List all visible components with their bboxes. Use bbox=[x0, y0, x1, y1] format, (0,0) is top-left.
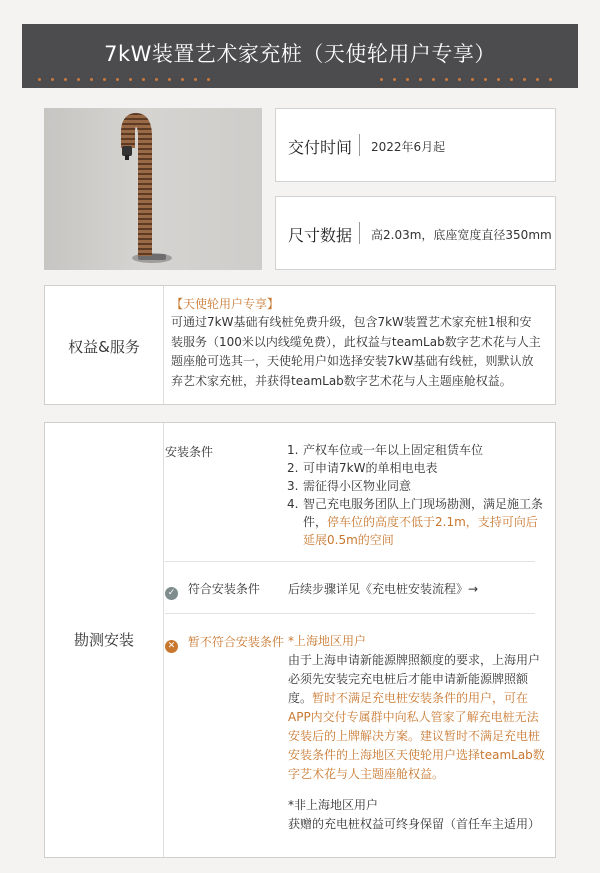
survey-install-label: 勘测安装 bbox=[73, 631, 134, 649]
divider bbox=[163, 423, 164, 857]
other-users-block bbox=[288, 796, 550, 834]
size-data-value: 高2.03m，底座宽度直径350mm bbox=[371, 228, 552, 242]
shanghai-users-text: 由于上海申请新能源牌照额度的要求，上海用户必须先安装完充电桩后才能申请新能源牌照额度。暂时不满足充电桩安装条件的用户，可在APP内交付专属群中向私人管家了解充电桩无法安装后的上牌解决方案。建议暂时不满足充电桩安装条件的上海地区天使轮用户选择teamLab数字艺术花与人主题座舱权益。 bbox=[288, 653, 545, 781]
divider-line bbox=[165, 613, 535, 614]
separator bbox=[359, 222, 360, 244]
delivery-time-card bbox=[275, 108, 556, 182]
condition-item: 4. 智己充电服务团队上门现场勘测，满足施工条件，停车位的高度不低于2.1m，支持可向后延展0.5m的空间 bbox=[287, 497, 544, 547]
shanghai-users-title: *上海地区用户 bbox=[288, 634, 367, 648]
header-banner bbox=[22, 24, 578, 88]
survey-install-box bbox=[44, 422, 556, 858]
size-data-card bbox=[275, 196, 556, 270]
condition-item: 3. 需征得小区物业同意 bbox=[287, 479, 412, 493]
size-data-label: 尺寸数据 bbox=[288, 226, 353, 245]
shanghai-users-highlight: 暂时不满足充电桩安装条件的用户，可在APP内交付专属群中向私人管家了解充电桩无法安装后的上牌解决方案。建议暂时不满足充电桩安装条件的上海地区天使轮用户选择teamLab数字艺术花与人主题座舱权益。 bbox=[288, 691, 545, 781]
delivery-time-value: 2022年6月起 bbox=[371, 140, 446, 154]
not-meets-conditions-label: 暂不符合安装条件 bbox=[187, 635, 284, 649]
delivery-time-label: 交付时间 bbox=[288, 138, 353, 157]
shanghai-users-block bbox=[288, 632, 550, 784]
condition-item: 2. 可申请7kW的单相电电表 bbox=[287, 461, 438, 475]
condition-item: 1. 产权车位或一年以上固定租赁车位 bbox=[287, 443, 484, 457]
charger-product-image bbox=[44, 108, 262, 270]
charger-illustration bbox=[44, 108, 262, 270]
install-conditions-label: 安装条件 bbox=[165, 445, 214, 459]
dots-right bbox=[380, 78, 562, 82]
page-title: 7kW装置艺术家充桩（天使轮用户专享） bbox=[104, 42, 496, 66]
meets-conditions-row bbox=[165, 580, 260, 600]
other-users-text: 获赠的充电桩权益可终身保留（首任车主适用） bbox=[288, 817, 541, 831]
other-users-title: *非上海地区用户 bbox=[288, 798, 379, 812]
install-conditions-list bbox=[287, 441, 549, 549]
install-process-link[interactable]: 后续步骤详见《充电桩安装流程》→ bbox=[288, 582, 479, 596]
benefit-tag: 【天使轮用户专享】 bbox=[171, 297, 280, 311]
check-circle-icon: ✓ bbox=[165, 587, 178, 600]
separator bbox=[359, 134, 360, 156]
divider bbox=[163, 286, 164, 404]
dots-left bbox=[38, 78, 220, 82]
benefits-label: 权益&服务 bbox=[68, 338, 140, 356]
meets-conditions-label: 符合安装条件 bbox=[187, 582, 260, 596]
divider-line bbox=[165, 561, 535, 562]
cross-circle-icon: ✕ bbox=[165, 640, 178, 653]
condition-highlight: 停车位的高度不低于2.1m，支持可向后延展0.5m的空间 bbox=[303, 515, 538, 547]
not-meets-conditions-row bbox=[165, 633, 284, 653]
benefit-text: 可通过7kW基础有线桩免费升级，包含7kW装置艺术家充桩1根和安装服务（100米以内线缆免费），此权益与teamLab数字艺术花与人主题座舱可选其一，天使轮用户如选择安装7kW基础有线桩，则默认放弃艺术家充桩，并获得teamLab数字艺术花与人主题座舱权益。 bbox=[171, 315, 541, 388]
benefits-box bbox=[44, 285, 556, 405]
